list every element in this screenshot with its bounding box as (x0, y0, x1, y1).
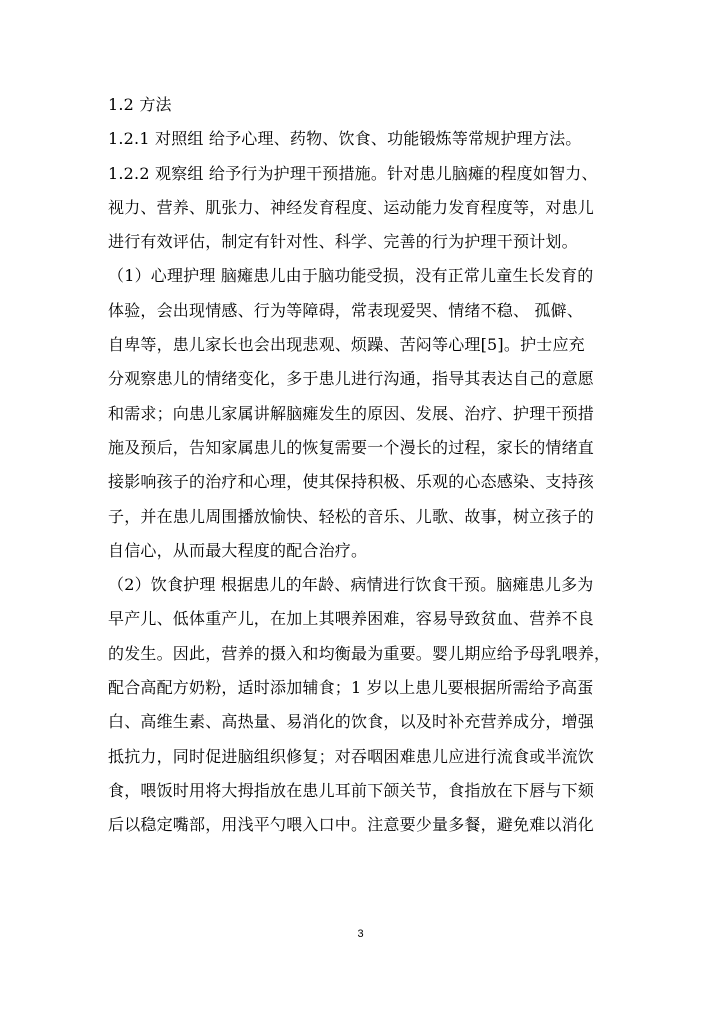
text-line: 子，并在患儿周围播放愉快、轻松的音乐、儿歌、故事，树立孩子的 (108, 506, 595, 526)
text-line: 的发生。因此，营养的摄入和均衡最为重要。婴儿期应给予母乳喂养， (108, 643, 611, 663)
text-line: 后以稳定嘴部，用浅平勺喂入口中。注意要少量多餐，避免难以消化 (108, 815, 595, 835)
text-line: 进行有效评估，制定有针对性、科学、完善的行为护理干预计划。 (108, 232, 578, 252)
text-line: 分观察患儿的情绪变化，多于患儿进行沟通，指导其表达自己的意愿 (108, 369, 595, 389)
text-line: 食，喂饭时用将大拇指放在患儿耳前下颌关节，食指放在下唇与下颏 (108, 780, 595, 800)
text-line: 体验，会出现情感、行为等障碍，常表现爱哭、情绪不稳、 孤僻、 (108, 300, 584, 320)
text-line: 早产儿、低体重产儿，在加上其喂养困难，容易导致贫血、营养不良 (108, 609, 595, 629)
section-heading: 1.2 方法 (108, 95, 172, 114)
text-line: 抵抗力，同时促进脑组织修复；对吞咽困难患儿应进行流食或半流饮 (108, 746, 595, 766)
text-line: 自信心，从而最大程度的配合治疗。 (108, 540, 368, 560)
body-text (108, 88, 614, 843)
paragraph-psychological-care: （1）心理护理 脑瘫患儿由于脑功能受损，没有正常儿童生长发育的 (108, 266, 594, 286)
text-line: 接影响孩子的治疗和心理，使其保持积极、乐观的心态感染、支持孩 (108, 472, 595, 492)
text-line: 自卑等，患儿家长也会出现悲观、烦躁、苦闷等心理[5]。护士应充 (108, 335, 585, 355)
page-number: 3 (357, 928, 364, 940)
text-line: 和需求；向患儿家属讲解脑瘫发生的原因、发展、治疗、护理干预措 (108, 403, 595, 423)
subsection-control-group: 1.2.1 对照组 给予心理、药物、饮食、功能锻炼等常规护理方法。 (108, 129, 582, 149)
text-line: 白、高维生素、高热量、易消化的饮食，以及时补充营养成分，增强 (108, 712, 595, 732)
text-line: 施及预后，告知家属患儿的恢复需要一个漫长的过程，家长的情绪直 (108, 437, 595, 457)
text-line: 配合高配方奶粉，适时添加辅食；1 岁以上患儿要根据所需给予高蛋 (108, 678, 594, 698)
text-line: 视力、营养、肌张力、神经发育程度、运动能力发育程度等，对患儿 (108, 197, 595, 217)
paragraph-diet-care: （2）饮食护理 根据患儿的年龄、病情进行饮食干预。脑瘫患儿多为 (108, 575, 594, 595)
subsection-observation-group: 1.2.2 观察组 给予行为护理干预措施。针对患儿脑瘫的程度如智力、 (108, 163, 598, 183)
